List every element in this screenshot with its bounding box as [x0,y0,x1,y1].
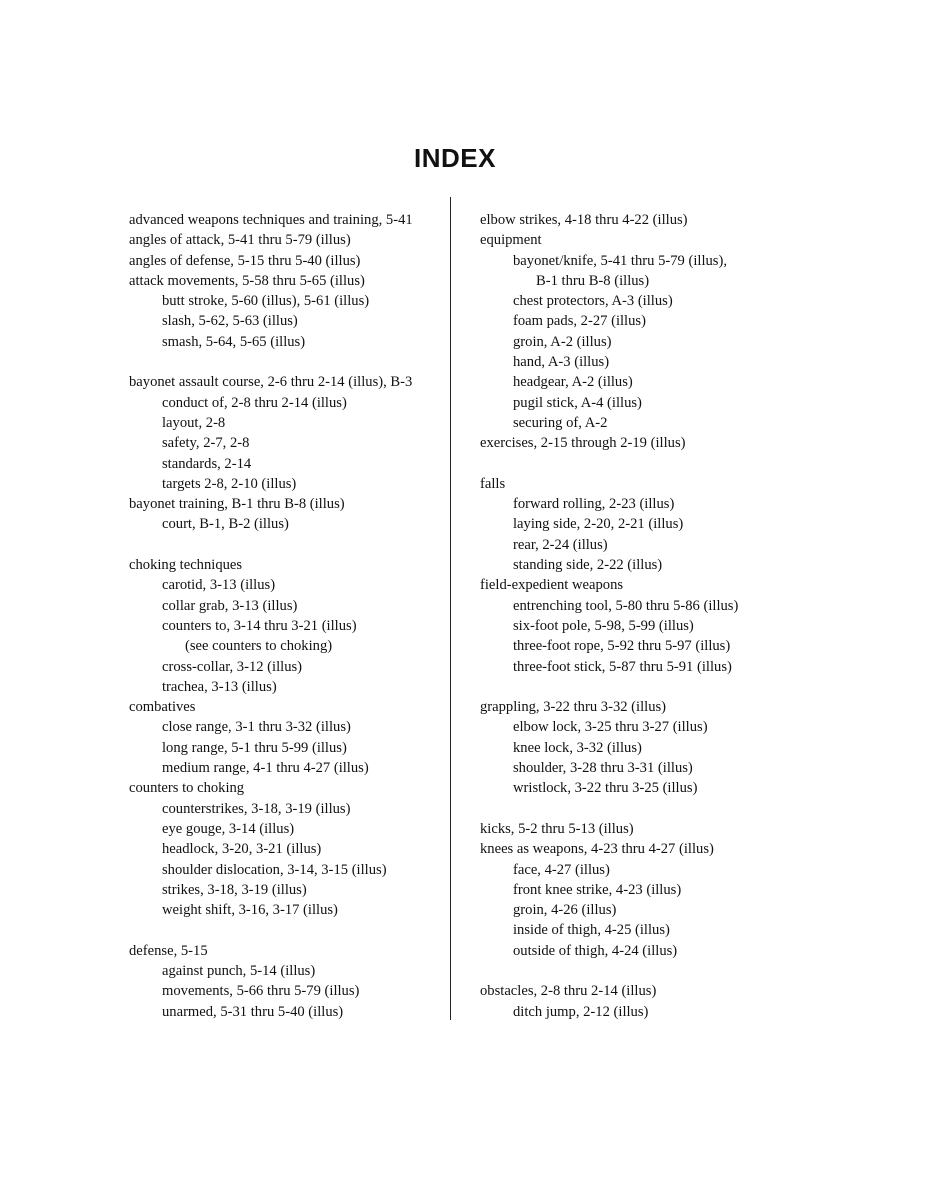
index-entry: bayonet assault course, 2-6 thru 2-14 (illus), B-3 [129,374,413,391]
index-subentry: ditch jump, 2-12 (illus) [513,1003,649,1020]
index-subentry: foam pads, 2-27 (illus) [513,313,646,330]
index-subentry: front knee strike, 4-23 (illus) [513,881,682,898]
index-subentry: carotid, 3-13 (illus) [162,577,276,594]
index-entry: obstacles, 2-8 thru 2-14 (illus) [480,983,657,1000]
index-subentry: slash, 5-62, 5-63 (illus) [162,313,298,330]
column-divider [450,197,451,1020]
index-subentry: standing side, 2-22 (illus) [513,557,663,574]
index-entry: knees as weapons, 4-23 thru 4-27 (illus) [480,841,714,858]
section-gap [480,677,780,697]
index-subentry: standards, 2-14 [162,455,252,472]
index-subentry: layout, 2-8 [162,414,226,431]
index-subentry: three-foot rope, 5-92 thru 5-97 (illus) [513,638,731,655]
section-gap [129,535,444,555]
index-entry: exercises, 2-15 through 2-19 (illus) [480,435,686,452]
index-subentry: conduct of, 2-8 thru 2-14 (illus) [162,394,347,411]
index-subentry: counterstrikes, 3-18, 3-19 (illus) [162,800,351,817]
index-subentry: safety, 2-7, 2-8 [162,435,250,452]
index-column-left [129,210,444,1022]
index-entry: choking techniques [129,557,243,574]
index-subentry: three-foot stick, 5-87 thru 5-91 (illus) [513,658,732,675]
index-subentry: face, 4-27 (illus) [513,861,610,878]
index-subentry: smash, 5-64, 5-65 (illus) [162,333,306,350]
index-entry: kicks, 5-2 thru 5-13 (illus) [480,820,634,837]
index-subentry: laying side, 2-20, 2-21 (illus) [513,516,684,533]
index-subentry: weight shift, 3-16, 3-17 (illus) [162,902,338,919]
index-subentry: inside of thigh, 4-25 (illus) [513,922,670,939]
index-subentry: hand, A-3 (illus) [513,354,610,371]
index-entry: field-expedient weapons [480,577,624,594]
index-subentry: headlock, 3-20, 3-21 (illus) [162,841,322,858]
index-entry: attack movements, 5-58 thru 5-65 (illus) [129,272,365,289]
index-entry: combatives [129,699,196,716]
index-subentry: medium range, 4-1 thru 4-27 (illus) [162,760,369,777]
index-subentry: trachea, 3-13 (illus) [162,678,277,695]
index-column-right [480,210,780,1022]
section-gap [129,920,444,940]
index-entry: equipment [480,232,542,249]
index-subentry: eye gouge, 3-14 (illus) [162,820,295,837]
index-entry: elbow strikes, 4-18 thru 4-22 (illus) [480,212,688,228]
index-subentry: securing of, A-2 [513,414,608,431]
index-subentry: outside of thigh, 4-24 (illus) [513,942,678,959]
index-subentry: targets 2-8, 2-10 (illus) [162,475,297,492]
section-gap [129,352,444,372]
index-subentry: knee lock, 3-32 (illus) [513,739,642,756]
index-subentry: movements, 5-66 thru 5-79 (illus) [162,983,360,1000]
index-subentry: counters to, 3-14 thru 3-21 (illus) [162,617,357,634]
section-gap [480,454,780,474]
index-continuation: B-1 thru B-8 (illus) [536,272,650,289]
section-gap [480,799,780,819]
index-subentry: shoulder, 3-28 thru 3-31 (illus) [513,760,693,777]
index-subentry: pugil stick, A-4 (illus) [513,394,642,411]
index-subentry: forward rolling, 2-23 (illus) [513,496,675,513]
index-entry: advanced weapons techniques and training, 5-41 [129,212,413,228]
index-entry: falls [480,475,506,492]
index-subentry: headgear, A-2 (illus) [513,374,633,391]
page-title: INDEX [414,143,496,173]
index-entry: bayonet training, B-1 thru B-8 (illus) [129,496,345,513]
index-subentry: against punch, 5-14 (illus) [162,962,316,979]
index-subentry: entrenching tool, 5-80 thru 5-86 (illus) [513,597,739,614]
index-subentry: collar grab, 3-13 (illus) [162,597,298,614]
index-subentry: long range, 5-1 thru 5-99 (illus) [162,739,347,756]
index-continuation: (see counters to choking) [185,638,333,655]
index-subentry: shoulder dislocation, 3-14, 3-15 (illus) [162,861,387,878]
index-subentry: cross-collar, 3-12 (illus) [162,658,303,675]
index-subentry: butt stroke, 5-60 (illus), 5-61 (illus) [162,293,370,310]
index-entry: angles of attack, 5-41 thru 5-79 (illus) [129,232,351,249]
index-subentry: groin, A-2 (illus) [513,333,612,350]
index-subentry: close range, 3-1 thru 3-32 (illus) [162,719,351,736]
index-entry: grappling, 3-22 thru 3-32 (illus) [480,699,667,716]
index-subentry: chest protectors, A-3 (illus) [513,293,673,310]
index-entry: counters to choking [129,780,245,797]
index-subentry: rear, 2-24 (illus) [513,536,608,553]
index-subentry: elbow lock, 3-25 thru 3-27 (illus) [513,719,708,736]
index-subentry: court, B-1, B-2 (illus) [162,516,289,533]
index-subentry: bayonet/knife, 5-41 thru 5-79 (illus), [513,252,727,269]
section-gap [480,961,780,981]
index-entry: defense, 5-15 [129,942,208,959]
index-entry: angles of defense, 5-15 thru 5-40 (illus) [129,252,361,269]
index-subentry: groin, 4-26 (illus) [513,902,617,919]
index-subentry: strikes, 3-18, 3-19 (illus) [162,881,307,898]
index-subentry: six-foot pole, 5-98, 5-99 (illus) [513,617,694,634]
index-subentry: wristlock, 3-22 thru 3-25 (illus) [513,780,698,797]
index-subentry: unarmed, 5-31 thru 5-40 (illus) [162,1003,344,1020]
